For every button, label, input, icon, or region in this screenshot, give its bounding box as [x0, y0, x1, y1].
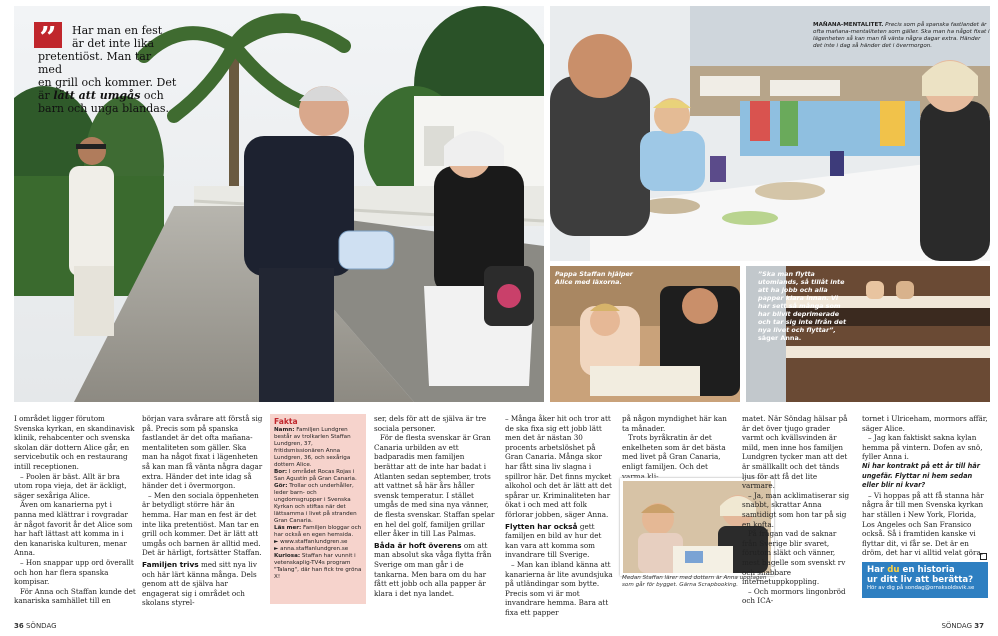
promo-line-2: ur ditt liv att berätta? [867, 575, 974, 585]
column-7 [742, 414, 852, 606]
c5-subhead: Flytten har också [505, 521, 578, 531]
c1-p4: – Hon snappar upp ord överallt och hon har flera spanska kompisar. [14, 557, 134, 587]
c2-p2: – Men den sociala öppenheten är betydligt större här än hemma. Har man en fest är det inte lika pretentiöst. Man tar en grill och kommer. Det är lätt att umgås och barnen är alltid med. Det är härligt, fortsätter Staffan. [142, 490, 262, 558]
quote-line-5c: och [140, 89, 164, 102]
fakta-link-2[interactable]: ► anna.staffanlundgren.se [274, 546, 349, 552]
fakta-kuriosa-text: Staffan har vunnit i vetenskaplig-TV4s program "Talang", där han fick tre gröna X! [274, 553, 362, 580]
caption-quote-right [758, 270, 850, 342]
c5-p2 [505, 522, 615, 560]
fakta-gor-label: Gör: [274, 483, 288, 489]
c2-subhead: Familjen trivs [142, 559, 199, 569]
c1-p2: – Poolen är bäst. Allt är bra utom ropa vieja, det är äckligt, säger sexåriga Alice. [14, 471, 127, 500]
promo-line-3[interactable]: Hör av dig på sondag@ornsksoldsvik.se [867, 585, 975, 591]
fakta-bor [274, 469, 362, 483]
fakta-las [274, 525, 362, 539]
c5-p1: – Många åker hit och tror att de ska fixa sig ett jobb lätt men det är nästan 30 procents arbetslöshet på Gran Canaria. Många skor har fått sina liv slagna i spillror här. Det finns mycket alkohol och det är lätt att det spårar ur. Kriminaliteten har ökat i och med att folk förlorar jobben, säger Anna. [505, 414, 612, 519]
column-5 [505, 414, 615, 617]
caption-quote-right-text: ”Ska man flytta utomlands, så tillåt inte att ha jobb och alla papper klara innan. Vi har sett så många som har blivit deprimerade och tar sig inte ifrån det nya livet och flyttar”, [758, 270, 847, 334]
column-8 [862, 414, 988, 558]
c7-p1: matet. När Söndag hälsar på är det över tjugo grader varmt och kvällsvinden är mild, men inne hos familjen Lundgren tycker man att det är smällkallt och det tänds ljus för att få det lite varmare. [742, 414, 848, 491]
c7-p3: På frågan vad de saknar från Sverige blir svaret, förutom släkt och vänner, mest bagelle som svenskt rv och snabbare internetuppkoppling. [742, 529, 846, 587]
folio-left-name: SÖNDAG [25, 622, 57, 630]
c5-sub-rest: gett familjen en bild av hur det kan vara att komma som invandrare till Sverige. [505, 521, 602, 560]
c8-p3: – Vi hoppas på att få stanna här några år till men Svenska kyrkan har ställen i New York, Florida, Los Angeles och San Fransico också. Så i framtiden kanske vi flyttar dit, vi får se. Det är en dröm, det har vi alltid velat göra. [862, 490, 984, 558]
fakta-title: Fakta [274, 417, 298, 426]
promo-line-1a: Har [867, 565, 888, 575]
caption-manana-text: Precis som på spanska fastlandet är ofta mañana-mentaliteten som gäller. Ska man ha något fixat i lägenheten så kan man få vänta några dagar extra. Händer det inte i dag så händer det i övermorgon. [813, 22, 990, 49]
fakta-namn-label: Namn: [274, 427, 295, 433]
quote-line-6: barn och unga blandas. [38, 102, 170, 115]
fakta-gor [274, 483, 362, 525]
c4-subhead: Båda är hoft överens [374, 540, 462, 550]
column-6 [622, 414, 730, 481]
folio-right [941, 622, 984, 630]
c2-sub-rest: med sitt nya liv och här lärt känna många. Dels genom att de själva har engagerat sig i området och skolans styrel- [142, 559, 257, 608]
folio-left-number: 36 [14, 622, 24, 630]
folio-right-name: SÖNDAG [941, 622, 973, 630]
fakta-bor-label: Bor: [274, 469, 288, 475]
quote-line-3: pretentiöst. Man tar med [38, 50, 152, 76]
c1-p5: För Anna och Staffan kunde det kanariska samhället till en [14, 586, 136, 606]
c8-p1: tornet i Ulriceham, mormors affär, säger Alice. [862, 414, 988, 433]
fakta-las-label: Läs mer: [274, 525, 302, 531]
caption-quote-right-author: säger Anna. [758, 334, 802, 342]
caption-pappa: Pappa Staffan hjälper Alice med läxorna. [555, 270, 633, 286]
c8-p2: – Jag kan faktiskt sakna kylan hemma på vintern. Dofen av snö, fyller Anna i. [862, 433, 983, 462]
end-square [980, 553, 987, 560]
fakta-bor-text: I området Rocas Rojas i San Agustín på Gran Canaria. [274, 469, 357, 482]
fakta-link-1-text[interactable]: www.staffanlundgren.se [280, 539, 348, 545]
pull-quote [38, 21, 178, 115]
fakta-link-2-text[interactable]: anna.staffanlundgren.se [280, 546, 349, 552]
quote-line-2: är det inte lika [72, 37, 155, 50]
fakta-gor-text: Trollar och underhåller, leder barn- och ungdomsgrupper i Svenska Kyrkan och stiftas när det lättsamma i livet på stranden Gran Canaria. [274, 483, 357, 524]
column-4 [374, 414, 496, 598]
c2-p3 [142, 560, 264, 608]
c1-p1: I området ligger förutom Svenska kyrkan, en skandinavisk klinik, rehabcenter och svenska skolan där dottern Alice går, en servicebutik och en restaurang intill receptionen. [14, 414, 135, 471]
caption-manana-lead: MAÑANA-MENTALITET. [813, 22, 884, 28]
c5-p3: – Man kan ibland känna att kanarierna är lite avundsjuka på utländingar som bytte. Precis som vi är mot invandrare hemma. Bara att fixa ett papper [505, 559, 613, 617]
c7-p2: – Ja, man acklimatiserar sig snabbt, skrattar Anna samtidigt som hon tar på sig en kofta. [742, 490, 850, 529]
fakta-las-text: Familjen bloggar och har också en egen hemsida. [274, 525, 362, 538]
homework-image [550, 266, 740, 402]
quote-line-4: en grill och kommer. Det [38, 76, 177, 89]
promo-line-1c: en historia [899, 565, 955, 575]
c4-p1: ser, dels för att de själva är tre sociala personer. [374, 414, 487, 433]
c4-sub-rest: om att man absolut ska våga flytta från Sverige om man går i de tankarna. Men bara om du har fått ett jobb och alla papper är klara i det nya landet. [374, 540, 492, 598]
promo-line-1 [867, 565, 983, 575]
c4-p3 [374, 541, 496, 599]
fakta-kuriosa-label: Kuriosa: [274, 553, 301, 559]
quote-mark: ” [34, 22, 62, 48]
caption-manana [813, 22, 991, 50]
promo-box[interactable] [862, 562, 988, 598]
column-2 [142, 414, 264, 608]
quote-line-5a: är [38, 89, 54, 102]
folio-left [14, 622, 57, 630]
c6-p1: på någon myndighet här kan ta månader. [622, 414, 727, 433]
quote-emphasis: lätt att umgås [53, 89, 141, 102]
fakta-namn-text: Familjen Lundgren består av trolkarlen Staffan Lundgren, 37, fritidsmissionären Anna Lundgren, 36, och sexåriga dottern Alice. [274, 427, 351, 468]
column-1 [14, 414, 136, 606]
promo-du: du [887, 565, 900, 575]
c6-p2: Trots byråkratin är det enkelheten som är det bästa med livet på Gran Canaria, enligt familjen. Och det varma kli- [622, 433, 726, 481]
quote-line-1: Har man en fest [72, 24, 163, 37]
homework-photo [550, 266, 740, 402]
c1-p3: Även om kanarierna pyt i panna med klättrar i rovgradar är något favorit år det Alice som har haft lättast att komma in i den kanariska kulturen, menar Anna. [14, 500, 133, 558]
fakta-namn [274, 427, 362, 469]
fakta-box [270, 414, 366, 604]
fakta-link-1[interactable]: ► www.staffanlundgren.se [274, 539, 348, 545]
c2-p1: början vara svårare att förstå sig på. Precis som på spanska fastlandet är det ofta mañana-mentaliteten som gäller. Ska man ha något fixat i lägenheten så kan man få vänta några dagar extra. Händer det inte idag så händer det i övermorgon. [142, 414, 263, 491]
caption-inset: Medan Staffan lärer med dottern är Anna upptagen som går för bygget. Gärna Scrapbooking. [622, 575, 767, 588]
fakta-kuriosa [274, 553, 362, 581]
folio-right-number: 37 [974, 622, 984, 630]
c4-p2: För de flesta svenskar är Gran Canaria urbilden av ett badparadis men familjen berättar att de inte har badat i Atlanten sedan september, trots att vattnet så här års håller svensk temperatur. I stället umgås de med sina nya vänner, de flesta svenskar. Staffan spelar en hel del golf, familjen grillar eller åker in till Las Palmas. [374, 433, 495, 539]
quote-line-5 [38, 89, 178, 102]
c8-question: Ni har kontrakt på ett år till här ungefär. Flyttar ni hem sedan eller blir ni kvar? [862, 461, 980, 490]
c7-p4: – Och mormors lingonbröd och ICA- [742, 586, 846, 606]
